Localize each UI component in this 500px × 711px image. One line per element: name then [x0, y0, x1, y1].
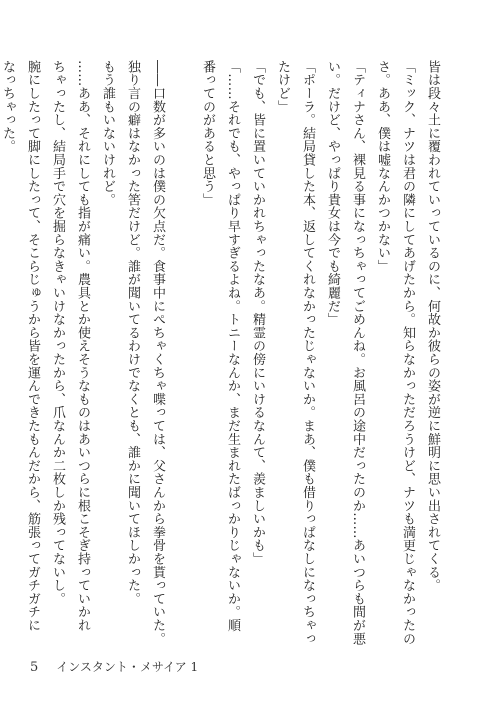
text-line: 番ってのがあると思う」: [200, 60, 215, 207]
text-line: なっちゃった。: [0, 60, 15, 154]
text-line: 腕にしたって脚にしたって、そこらじゅうから皆を運んできたもんだから、筋張ってガチガチに: [25, 60, 40, 632]
page-footer: [30, 658, 198, 675]
text-line: ――口数が多いのは僕の欠点だ。食事中にぺちゃくちゃ喋っては、父さんから拳骨を貰っていた。: [150, 60, 165, 646]
text-line: 皆は段々土に覆われていっているのに、何故か彼らの姿が逆に鮮明に思い出されてくる。: [425, 60, 440, 592]
text-line: もう誰もいないけれど。: [100, 60, 115, 207]
text-line: 独り言の癖はなかった筈だけど。誰が聞いてるわけでなくとも、誰かに聞いてほしかった。: [125, 60, 140, 606]
page-number: 5: [30, 660, 39, 675]
blank-line: [170, 60, 195, 640]
text-line: さ。ああ、僕は嘘なんかつかない」: [375, 60, 390, 273]
text-line: 「ポーラ。結局貸した本、返してくれなかったじゃないか。まあ、僕も借りっぱなしになっちゃっ: [300, 60, 315, 646]
text-line: 「ミック、ナツは君の隣にしてあげたから。知らなかっただろうけど、ナツも満更じゃなかったの: [400, 60, 415, 646]
vertical-text-body: [0, 60, 445, 646]
text-line: 「……それでも、やっぱり早すぎるよね。トニーなんか、まだ生まれたばっかりじゃないか。順: [225, 60, 240, 632]
text-line: い。だけど、やっぱり貴女は今でも綺麗だ」: [325, 60, 340, 326]
text-line: 「ティナさん、裸見る事になっちゃってごめんね。お風呂の途中だったのか……あいつらも間が悪: [350, 60, 365, 646]
text-line: 「でも、皆に置いていかれちゃったなあ。精霊の傍にいけるなんて、羨ましいかも」: [250, 60, 265, 566]
book-title: インスタント・メサイア 1: [56, 660, 199, 674]
text-line: たけど」: [275, 60, 290, 114]
text-line: ちゃったし、結局手で穴を掘らなきゃいけなかったから、爪なんか二枚しか残ってないし。: [50, 60, 65, 606]
text-line: ……ああ、それにしても指が痛い。農具とか使えそうなものはあいつらに根こそぎ持っていかれ: [75, 60, 90, 632]
